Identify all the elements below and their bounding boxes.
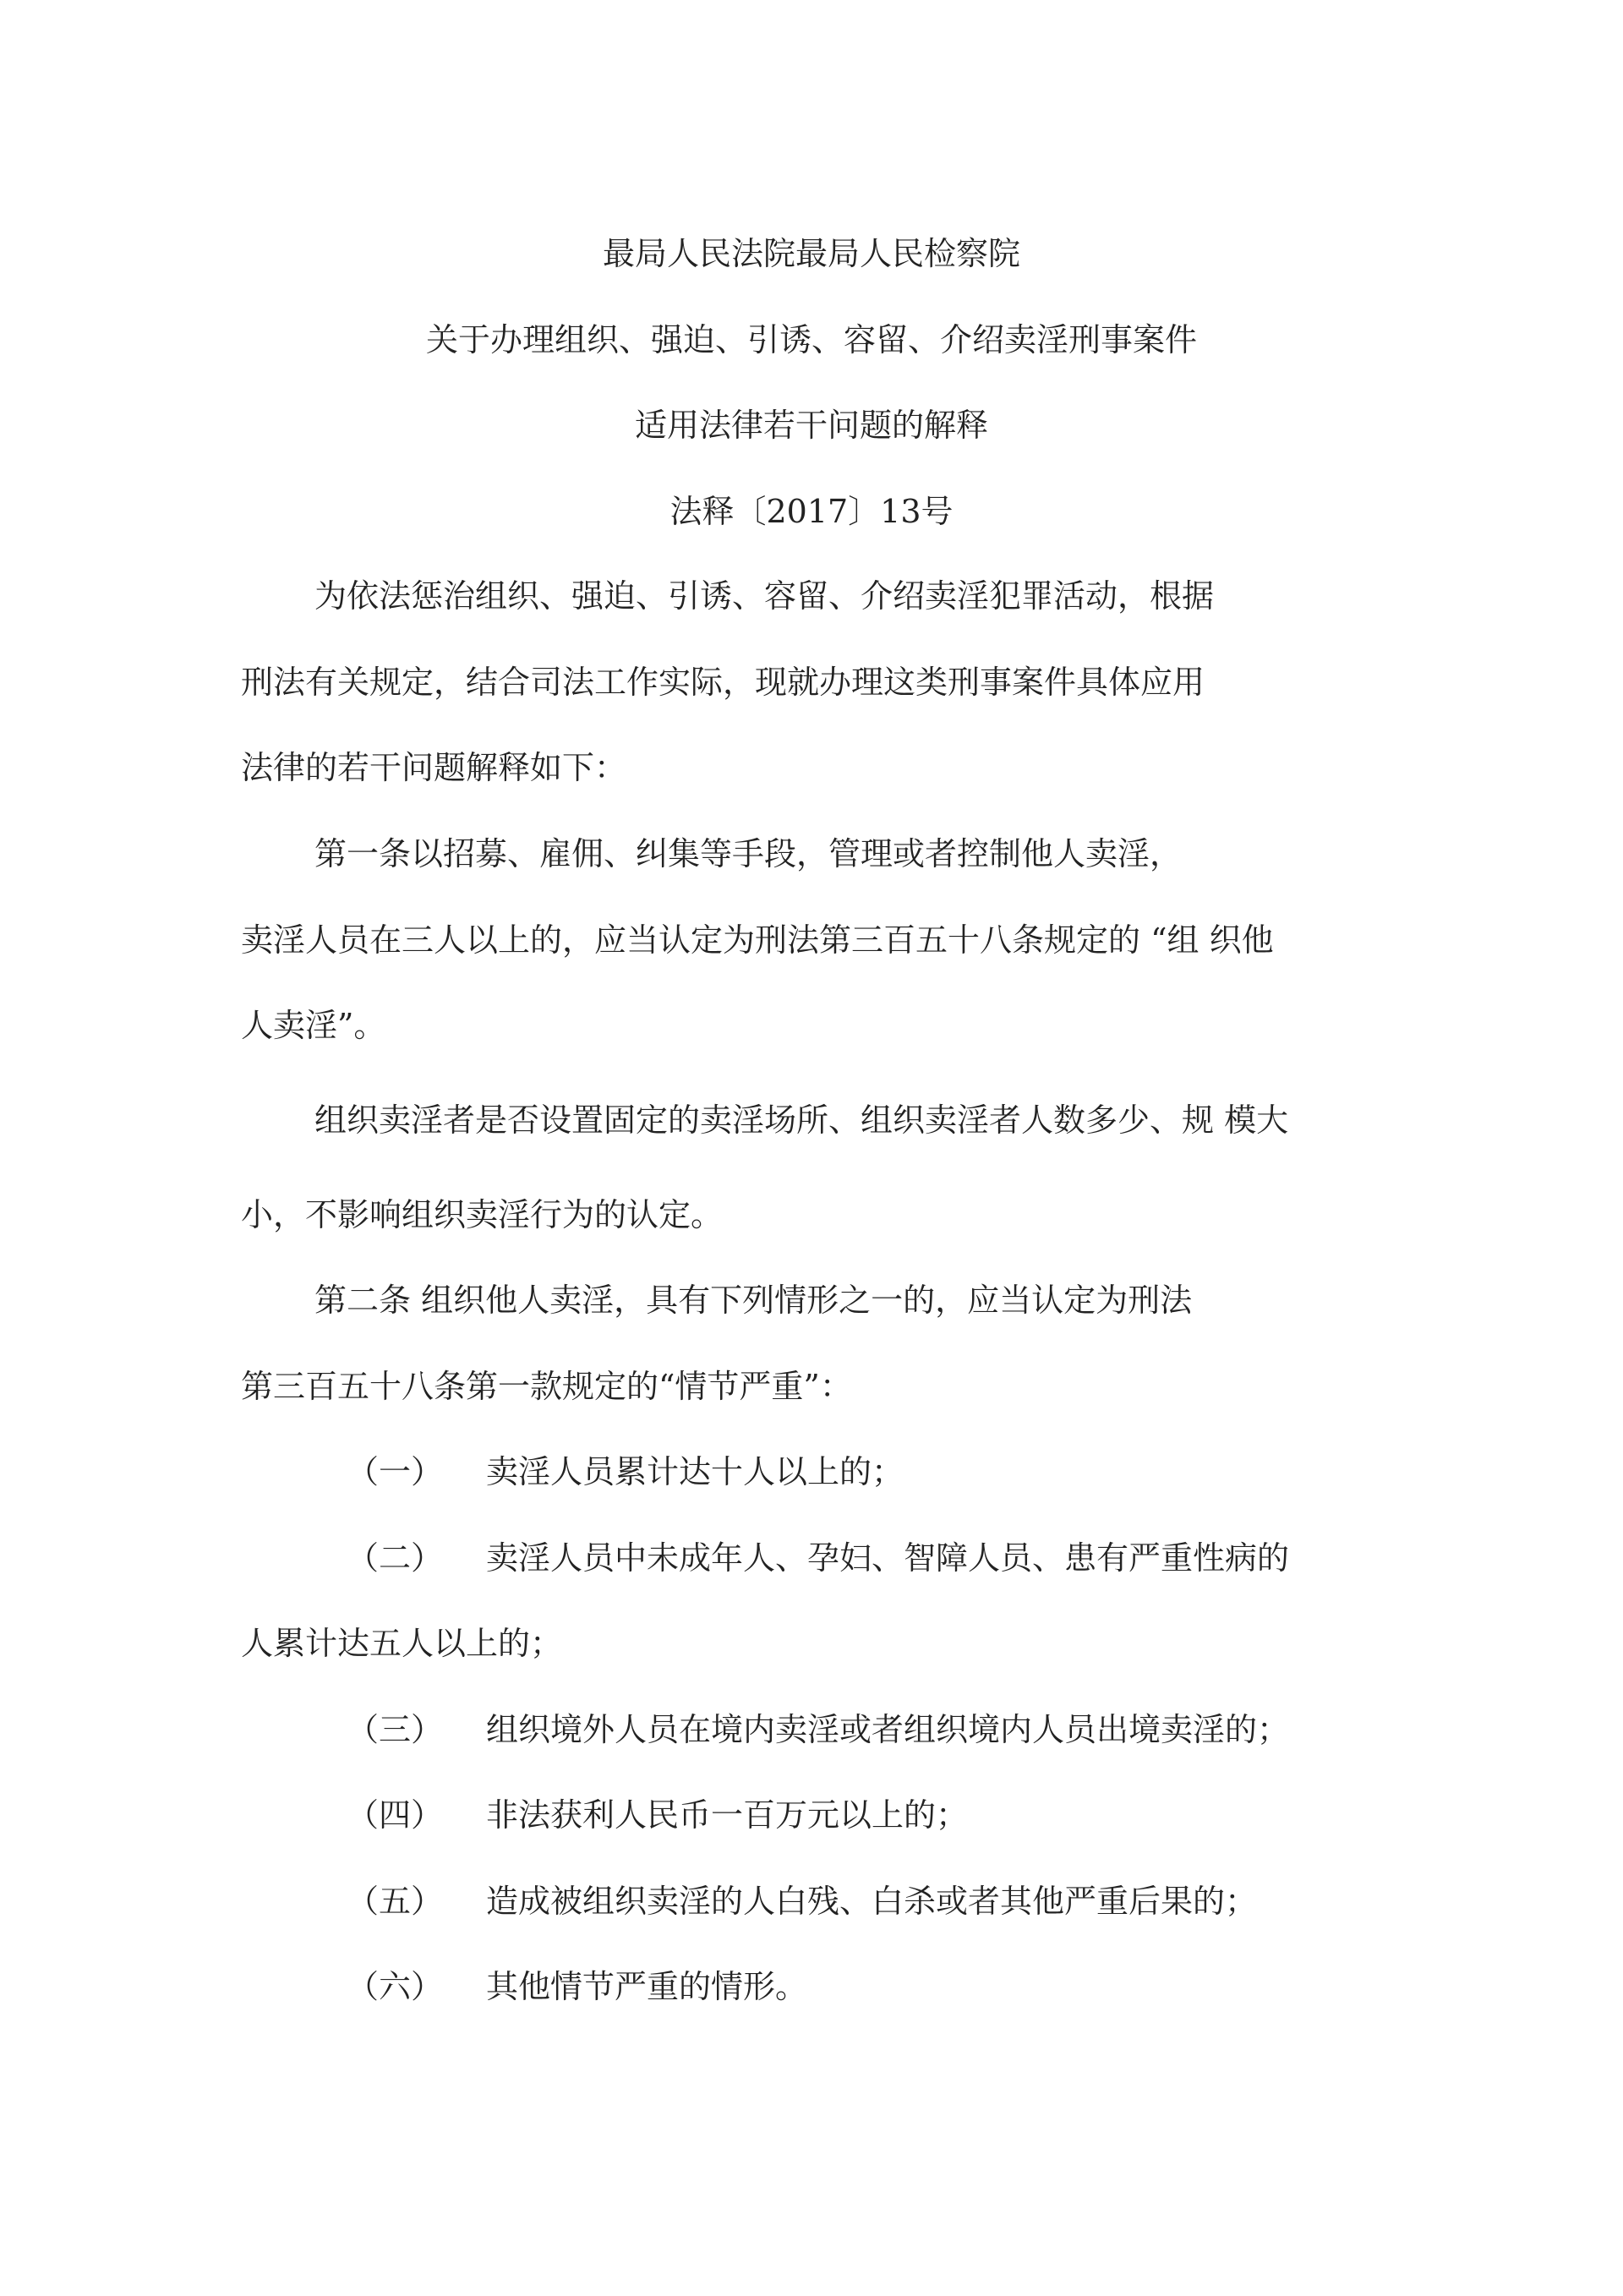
item-text: 其他情节严重的情形。 [486,1968,808,2005]
article1-line: 卖淫人员在三人以上的，应当认定为刑法第三百五十八条规定的 “组 织他 [241,921,1274,959]
preamble-line: 法律的若干问题解释如下： [241,749,627,786]
article2-line: 第二条 组织他人卖淫，具有下列情形之一的，应当认定为刑法 [314,1282,1193,1319]
document-number: 法释〔2017〕13号 [669,493,954,530]
item-number: （一） [347,1453,444,1490]
item-number: （六） [347,1968,444,2005]
item-text: 造成被组织卖淫的人白残、白杀或者其他严重后果的； [486,1883,1258,1920]
item-text: 卖淫人员中未成年人、孕妇、智障人员、患有严重性病的 [486,1539,1290,1577]
preamble-line: 刑法有关规定，结合司法工作实际，现就办理这类刑事案件具体应用 [241,664,1205,701]
preamble-line: 为依法惩治组织、强迫、引诱、容留、介绍卖淫犯罪活动，根据 [314,577,1215,615]
article2-line: 第三百五十八条第一款规定的“情节严重”： [241,1368,852,1405]
item-number: （三） [347,1711,444,1748]
document-title-line3: 适用法律若干问题的解释 [634,407,988,444]
article1-para2-line: 组织卖淫者是否设置固定的卖淫场所、组织卖淫者人数多少、规 模大 [314,1102,1289,1139]
article1-para2-line: 小，不影响组织卖淫行为的认定。 [241,1196,724,1233]
item-number: （五） [347,1883,444,1920]
item-number: （二） [347,1539,444,1577]
item-number: （四） [347,1796,444,1834]
article1-line: 第一条以招募、雇佣、纠集等手段，管理或者控制他人卖淫， [314,835,1183,872]
item-text: 非法获利人民币一百万元以上的； [486,1796,969,1834]
item-text: 卖淫人员累计达十人以上的； [486,1453,904,1490]
item-text-continuation: 人累计达五人以上的； [241,1625,563,1662]
document-title-line2: 关于办理组织、强迫、引诱、容留、介绍卖淫刑事案件 [425,321,1197,358]
document-title-line1: 最局人民法院最局人民检察院 [602,235,1020,272]
article1-line: 人卖淫”。 [241,1007,386,1044]
item-text: 组织境外人员在境内卖淫或者组织境内人员出境卖淫的； [486,1711,1290,1748]
